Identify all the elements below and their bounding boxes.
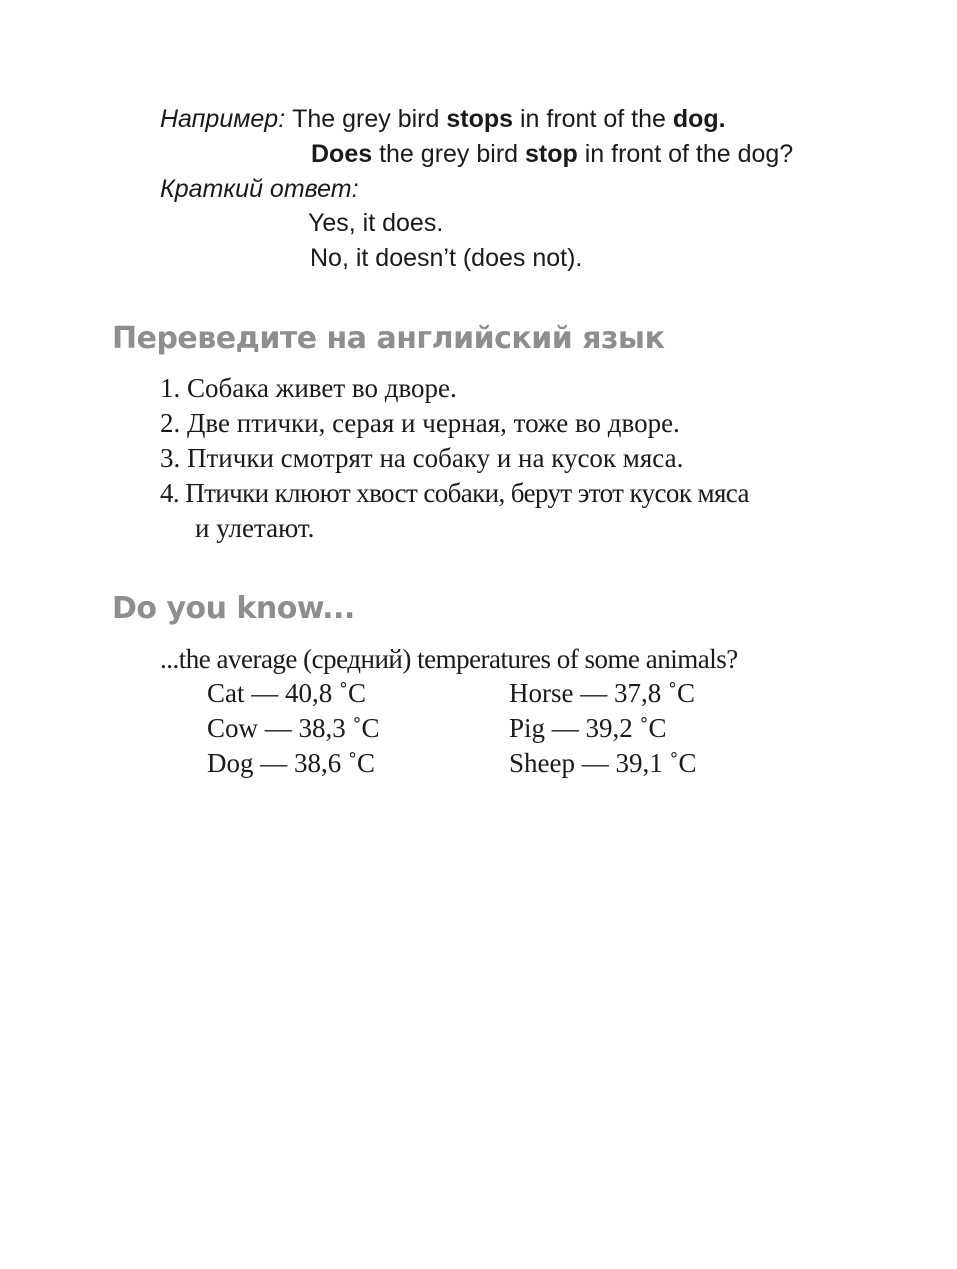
temperatures-intro: ...the average (средний) temperatures of some animals?: [160, 644, 738, 674]
example-s1-verb: stops: [446, 105, 514, 133]
exercise-item-3: 3. Птички смотрят на собаку и на кусок мяса.: [160, 443, 684, 473]
example-s2-verb: stop: [525, 140, 578, 168]
temp-pig: Pig — 39,2 ˚C: [509, 713, 667, 743]
exercise-item-4: 4. Птички клюют хвост собаки, берут этот кусок мяса: [160, 478, 749, 508]
short-answer-label: Краткий ответ:: [160, 175, 359, 203]
example-label: Например:: [160, 105, 286, 133]
example-s2-part-d: in front of the dog?: [577, 140, 794, 168]
example-s1-part-a: The grey bird: [292, 105, 447, 133]
example-s2-part-b: the grey bird: [372, 140, 525, 168]
exercise-item-1: 1. Собака живет во дворе.: [160, 373, 457, 403]
exercise-item-2: 2. Две птички, серая и черная, тоже во дворе.: [160, 408, 680, 438]
temp-dog: Dog — 38,6 ˚C: [207, 748, 375, 778]
exercise-item-4-continued: и улетают.: [195, 513, 315, 543]
temp-horse: Horse — 37,8 ˚C: [509, 678, 695, 708]
example-s1-noun: dog.: [672, 105, 726, 133]
translate-heading: Переведите на английский язык: [112, 321, 665, 356]
temp-sheep: Sheep — 39,1 ˚C: [509, 748, 697, 778]
do-you-know-heading: Do you know...: [112, 591, 355, 626]
example-sentence-1: [160, 104, 726, 134]
example-s2-does: Does: [311, 140, 373, 168]
example-s1-part-c: in front of the: [513, 105, 673, 133]
temp-cat: Cat — 40,8 ˚C: [207, 678, 366, 708]
temp-cow: Cow — 38,3 ˚C: [207, 713, 380, 743]
short-answer-yes: Yes, it does.: [308, 209, 444, 237]
short-answer-no: No, it doesn’t (does not).: [310, 244, 583, 272]
example-sentence-2: [311, 139, 793, 169]
